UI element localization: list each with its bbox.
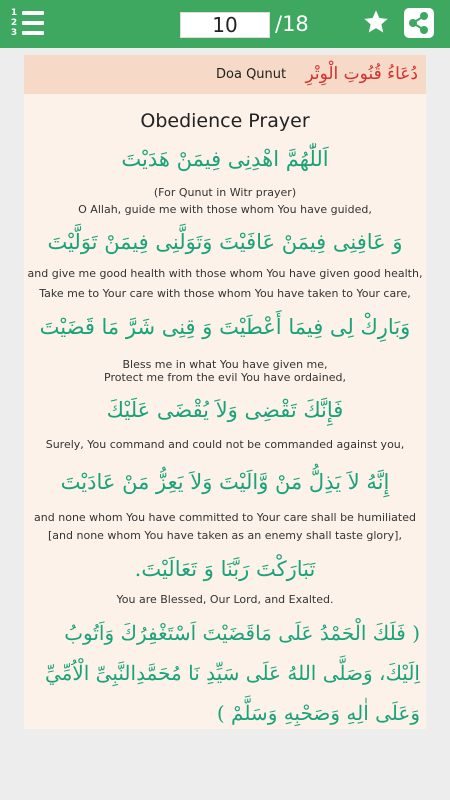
prayer-title: Doa Qunut: [216, 67, 287, 82]
top-bar: [0, 0, 450, 48]
translation-line: You are Blessed, Our Lord, and Exalted.: [116, 593, 334, 606]
translation-line: Bless me in what You have given me,: [122, 358, 328, 371]
translation-line: and none whom You have committed to Your care shall be humiliated: [34, 511, 416, 524]
arabic-verse: إِنَّهُ لاَ يَذِلُّ مَنْ وَّالَيْتَ وَلاَ يَعِزُّ مَنْ عَادَيْتَ: [60, 470, 390, 494]
arabic-closing-verse: ( فَلَكَ الْحَمْدُ عَلَى مَاقَضَيْتَ اَسْتَغْفِرُكَ وَاَتُوبُ اِلَيْكَ، وَصَلَّى اللهُ عَلَى سَيِّدِ نَا مُحَمَّدِالنَّبِىِّ الْاُمِّيِّ وَعَلَى اٰلِهِ وَصَحْبِهِ وَسَلَّمْ ): [44, 621, 420, 725]
translation-line: O Allah, guide me with those whom You have guided,: [78, 203, 372, 216]
arabic-verse: اَللّٰهُمَّ اهْدِنِى فِيمَنْ هَدَيْتَ: [121, 147, 329, 171]
translation-line: Take me to Your care with those whom You have taken to Your care,: [39, 287, 411, 300]
prayer-title-arabic: دُعَاءُ قُنُوتِ الْوِتْرِ: [305, 64, 418, 84]
page-total: /18: [275, 12, 309, 36]
arabic-verse: فَإِنَّكَ تَقْضِى وَلاَ يُقْضَى عَلَيْكَ: [106, 398, 344, 422]
translation-line: Protect me from the evil You have ordained,: [104, 371, 346, 384]
translation-line: Surely, You command and could not be commanded against you,: [45, 438, 405, 451]
bottom-area: [0, 733, 450, 800]
arabic-verse: وَبَارِكْ لِى فِيمَا أَعْطَيْتَ وَ قِنِى شَرَّ مَا قَضَيْتَ: [39, 315, 411, 339]
prayer-card: [24, 55, 426, 729]
translation-line: and give me good health with those whom You have given good health,: [27, 267, 423, 280]
list-icon[interactable]: [8, 6, 48, 42]
page-number-input[interactable]: 10: [180, 12, 270, 38]
arabic-verse: وَ عَافِنِى فِيمَنْ عَافَيْتَ وَتَوَلَّنِى فِيمَنْ تَوَلَّيْتَ: [47, 230, 403, 254]
translation-line: [and none whom You have taken as an enemy shall taste glory],: [48, 529, 402, 542]
arabic-verse: تَبَارَكْتَ رَبَّنَا وَ تَعَالَيْتَ.: [134, 557, 316, 581]
list-line: [22, 21, 44, 25]
list-numbers: 1 2 3: [10, 8, 18, 38]
star-icon[interactable]: [362, 8, 390, 36]
card-header: [24, 55, 426, 94]
list-line: [22, 31, 44, 35]
share-icon[interactable]: [404, 8, 434, 38]
translation-line: (For Qunut in Witr prayer): [153, 186, 297, 199]
list-line: [22, 11, 44, 15]
section-title: Obedience Prayer: [140, 110, 310, 132]
